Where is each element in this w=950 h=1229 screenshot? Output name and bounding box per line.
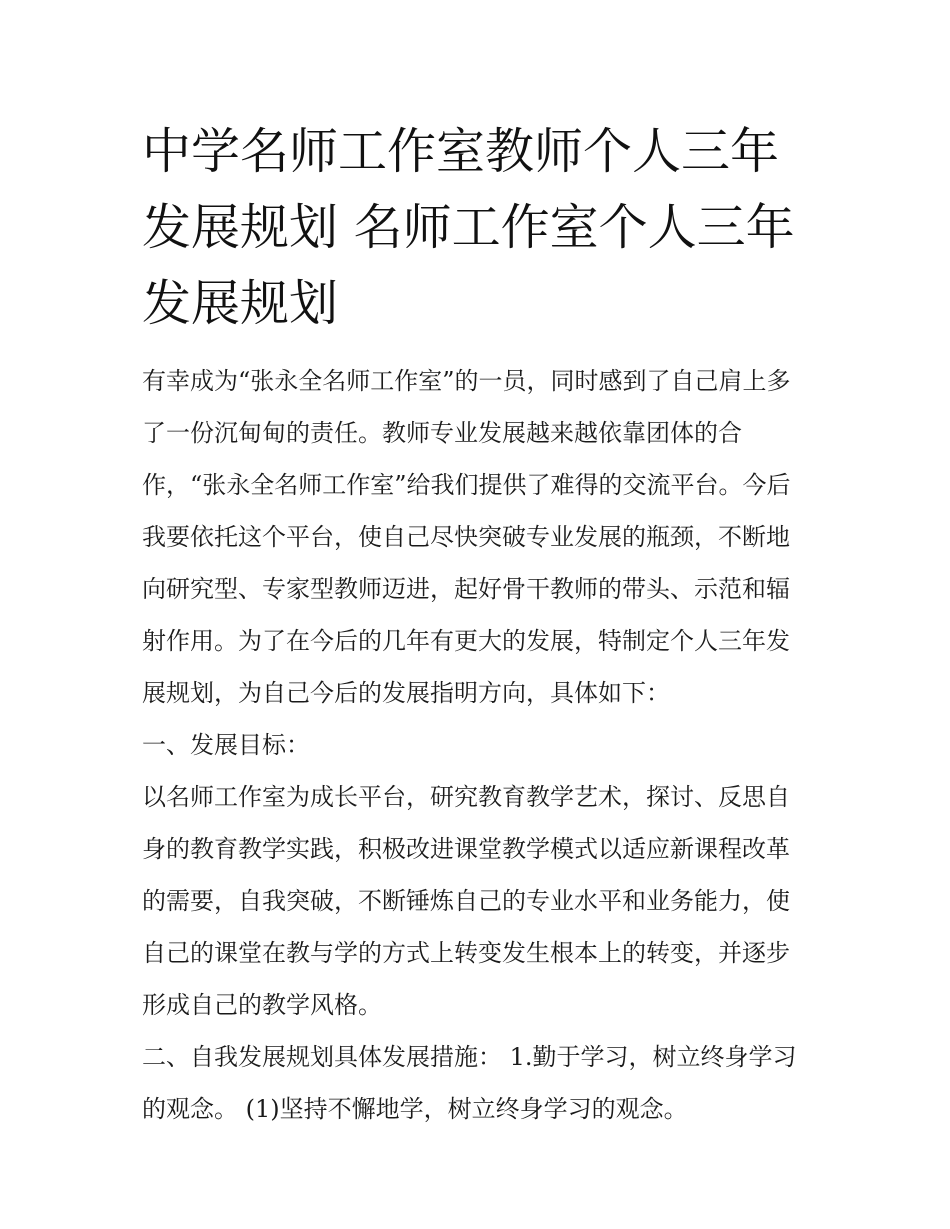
body-line: 了一份沉甸甸的责任。教师专业发展越来越依靠团体的合 [142,419,742,447]
title-line: 发展规划 [142,275,339,332]
body-line: 身的教育教学实践，积极改进课堂教学模式以适应新课程改革 [142,835,790,863]
body-line: 形成自己的教学风格。 [142,991,382,1019]
title-line: 中学名师工作室教师个人三年 [142,123,780,180]
body-line: 展规划，为自己今后的发展指明方向，具体如下： [142,679,670,707]
section-heading-measures: 二、自我发展规划具体发展措施： 1.勤于学习，树立终身学习 [142,1043,797,1071]
body-line: 作，“张永全名师工作室”给我们提供了难得的交流平台。今后 [142,471,791,499]
body-line: 有幸成为“张永全名师工作室”的一员，同时感到了自己肩上多 [142,367,791,395]
document-body [142,355,822,1135]
body-line: 向研究型、专家型教师迈进，起好骨干教师的带头、示范和辐 [142,575,790,603]
document-title [142,114,822,342]
title-line: 发展规划 名师工作室个人三年 [142,199,795,256]
body-line: 我要依托这个平台，使自己尽快突破专业发展的瓶颈，不断地 [142,523,790,551]
body-line: 射作用。为了在今后的几年有更大的发展，特制定个人三年发 [142,627,790,655]
body-line: 的观念。 (1)坚持不懈地学，树立终身学习的观念。 [142,1095,688,1123]
section-heading-goals: 一、发展目标： [142,731,310,759]
body-line: 的需要，自我突破，不断锤炼自己的专业水平和业务能力，使 [142,887,790,915]
body-line: 自己的课堂在教与学的方式上转变发生根本上的转变，并逐步 [142,939,790,967]
body-line: 以名师工作室为成长平台，研究教育教学艺术，探讨、反思自 [142,783,790,811]
